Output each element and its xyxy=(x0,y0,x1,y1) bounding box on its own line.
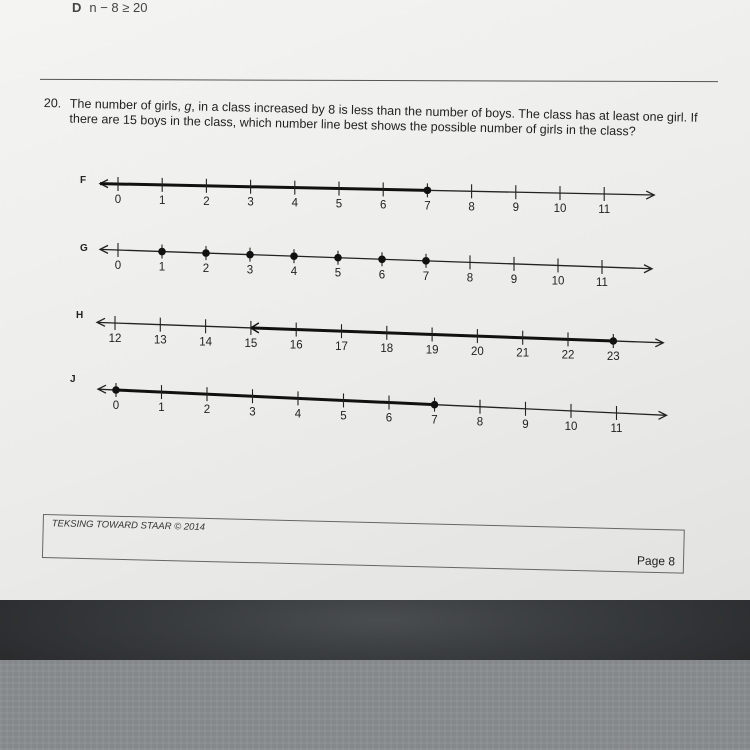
closed-dot xyxy=(290,252,298,260)
tick-label: 2 xyxy=(203,404,211,417)
tick-label: 10 xyxy=(551,275,565,288)
tick-label: 14 xyxy=(199,336,212,349)
tick-label: 2 xyxy=(202,263,210,276)
tick-label: 16 xyxy=(289,339,303,352)
tick-label: 6 xyxy=(379,199,387,212)
tick-label: 4 xyxy=(291,197,299,210)
closed-dot xyxy=(424,187,432,195)
tick-label: 21 xyxy=(516,347,530,360)
tick-label: 8 xyxy=(476,416,484,429)
tick-label: 15 xyxy=(244,337,258,350)
tick-label: 6 xyxy=(385,412,393,425)
shaded-ray xyxy=(100,184,427,191)
variable-g: g xyxy=(184,99,192,114)
tick-label: 9 xyxy=(522,418,529,431)
tick-label: 9 xyxy=(510,273,518,286)
page-number: Page 8 xyxy=(636,553,676,569)
tick-label: 12 xyxy=(108,333,122,345)
closed-dot xyxy=(422,257,430,265)
closed-dot xyxy=(334,254,342,262)
closed-dot xyxy=(610,337,618,345)
tick-label: 0 xyxy=(114,194,122,206)
tick-label: 5 xyxy=(340,410,347,423)
choice-label: F xyxy=(80,175,87,186)
tick-label: 17 xyxy=(335,341,348,354)
publisher-credit: TEKSING TOWARD STAAR © 2014 xyxy=(51,518,206,533)
tick-label: 9 xyxy=(512,202,520,215)
tick-label: 10 xyxy=(553,203,567,216)
question-number: 20. xyxy=(43,96,62,111)
tick-label: 8 xyxy=(468,201,475,214)
tick-label: 18 xyxy=(380,342,394,355)
tick-label: 0 xyxy=(112,400,120,412)
tick-label: 8 xyxy=(466,272,474,285)
tick-label: 4 xyxy=(294,408,302,421)
tick-label: 10 xyxy=(564,420,578,433)
tick-label: 5 xyxy=(334,267,342,280)
tick-label: 1 xyxy=(158,194,166,207)
closed-dot xyxy=(202,249,210,257)
previous-choice-letter: D xyxy=(72,0,82,15)
tick-label: 13 xyxy=(153,334,167,347)
tick-label: 3 xyxy=(246,264,254,277)
tick-label: 20 xyxy=(471,346,484,359)
tick-label: 0 xyxy=(114,260,122,272)
closed-dot xyxy=(246,251,254,259)
tick-label: 2 xyxy=(203,195,210,208)
choice-label: G xyxy=(80,243,88,254)
choice-label: H xyxy=(76,310,84,321)
tick-label: 22 xyxy=(561,349,575,362)
tick-label: 1 xyxy=(158,402,165,415)
number-line-f xyxy=(80,175,654,216)
closed-dot xyxy=(431,401,439,409)
tick-label: 7 xyxy=(424,200,431,213)
closed-dot xyxy=(112,386,120,394)
tick-label: 7 xyxy=(431,414,438,427)
tick-label: 7 xyxy=(422,270,430,283)
tick-label: 23 xyxy=(606,351,620,363)
closed-dot xyxy=(158,248,166,256)
number-line-g xyxy=(80,243,652,289)
tick-label: 5 xyxy=(335,198,343,211)
axis-line xyxy=(100,249,652,268)
previous-choice-expression: n − 8 ≥ 20 xyxy=(89,0,148,15)
tick-label: 11 xyxy=(610,423,623,435)
tick-label: 3 xyxy=(247,196,254,209)
tick-label: 6 xyxy=(378,269,386,282)
tick-label: 4 xyxy=(290,266,298,279)
tick-label: 1 xyxy=(158,261,166,274)
tick-label: 11 xyxy=(598,204,611,216)
tick-label: 19 xyxy=(425,344,439,357)
question-text: The number of girls, g, in a class increased by 8 is less than the number of boys. The class has at least one girl. If there are 15 boys in the class, which number line best shows the possible number of girls in the class? xyxy=(69,96,698,139)
tick-label: 3 xyxy=(249,406,256,419)
choice-label: J xyxy=(70,374,76,385)
tick-label: 11 xyxy=(596,277,608,289)
number-line-h xyxy=(76,310,663,363)
closed-dot xyxy=(378,255,386,263)
number-line-j xyxy=(70,374,667,435)
